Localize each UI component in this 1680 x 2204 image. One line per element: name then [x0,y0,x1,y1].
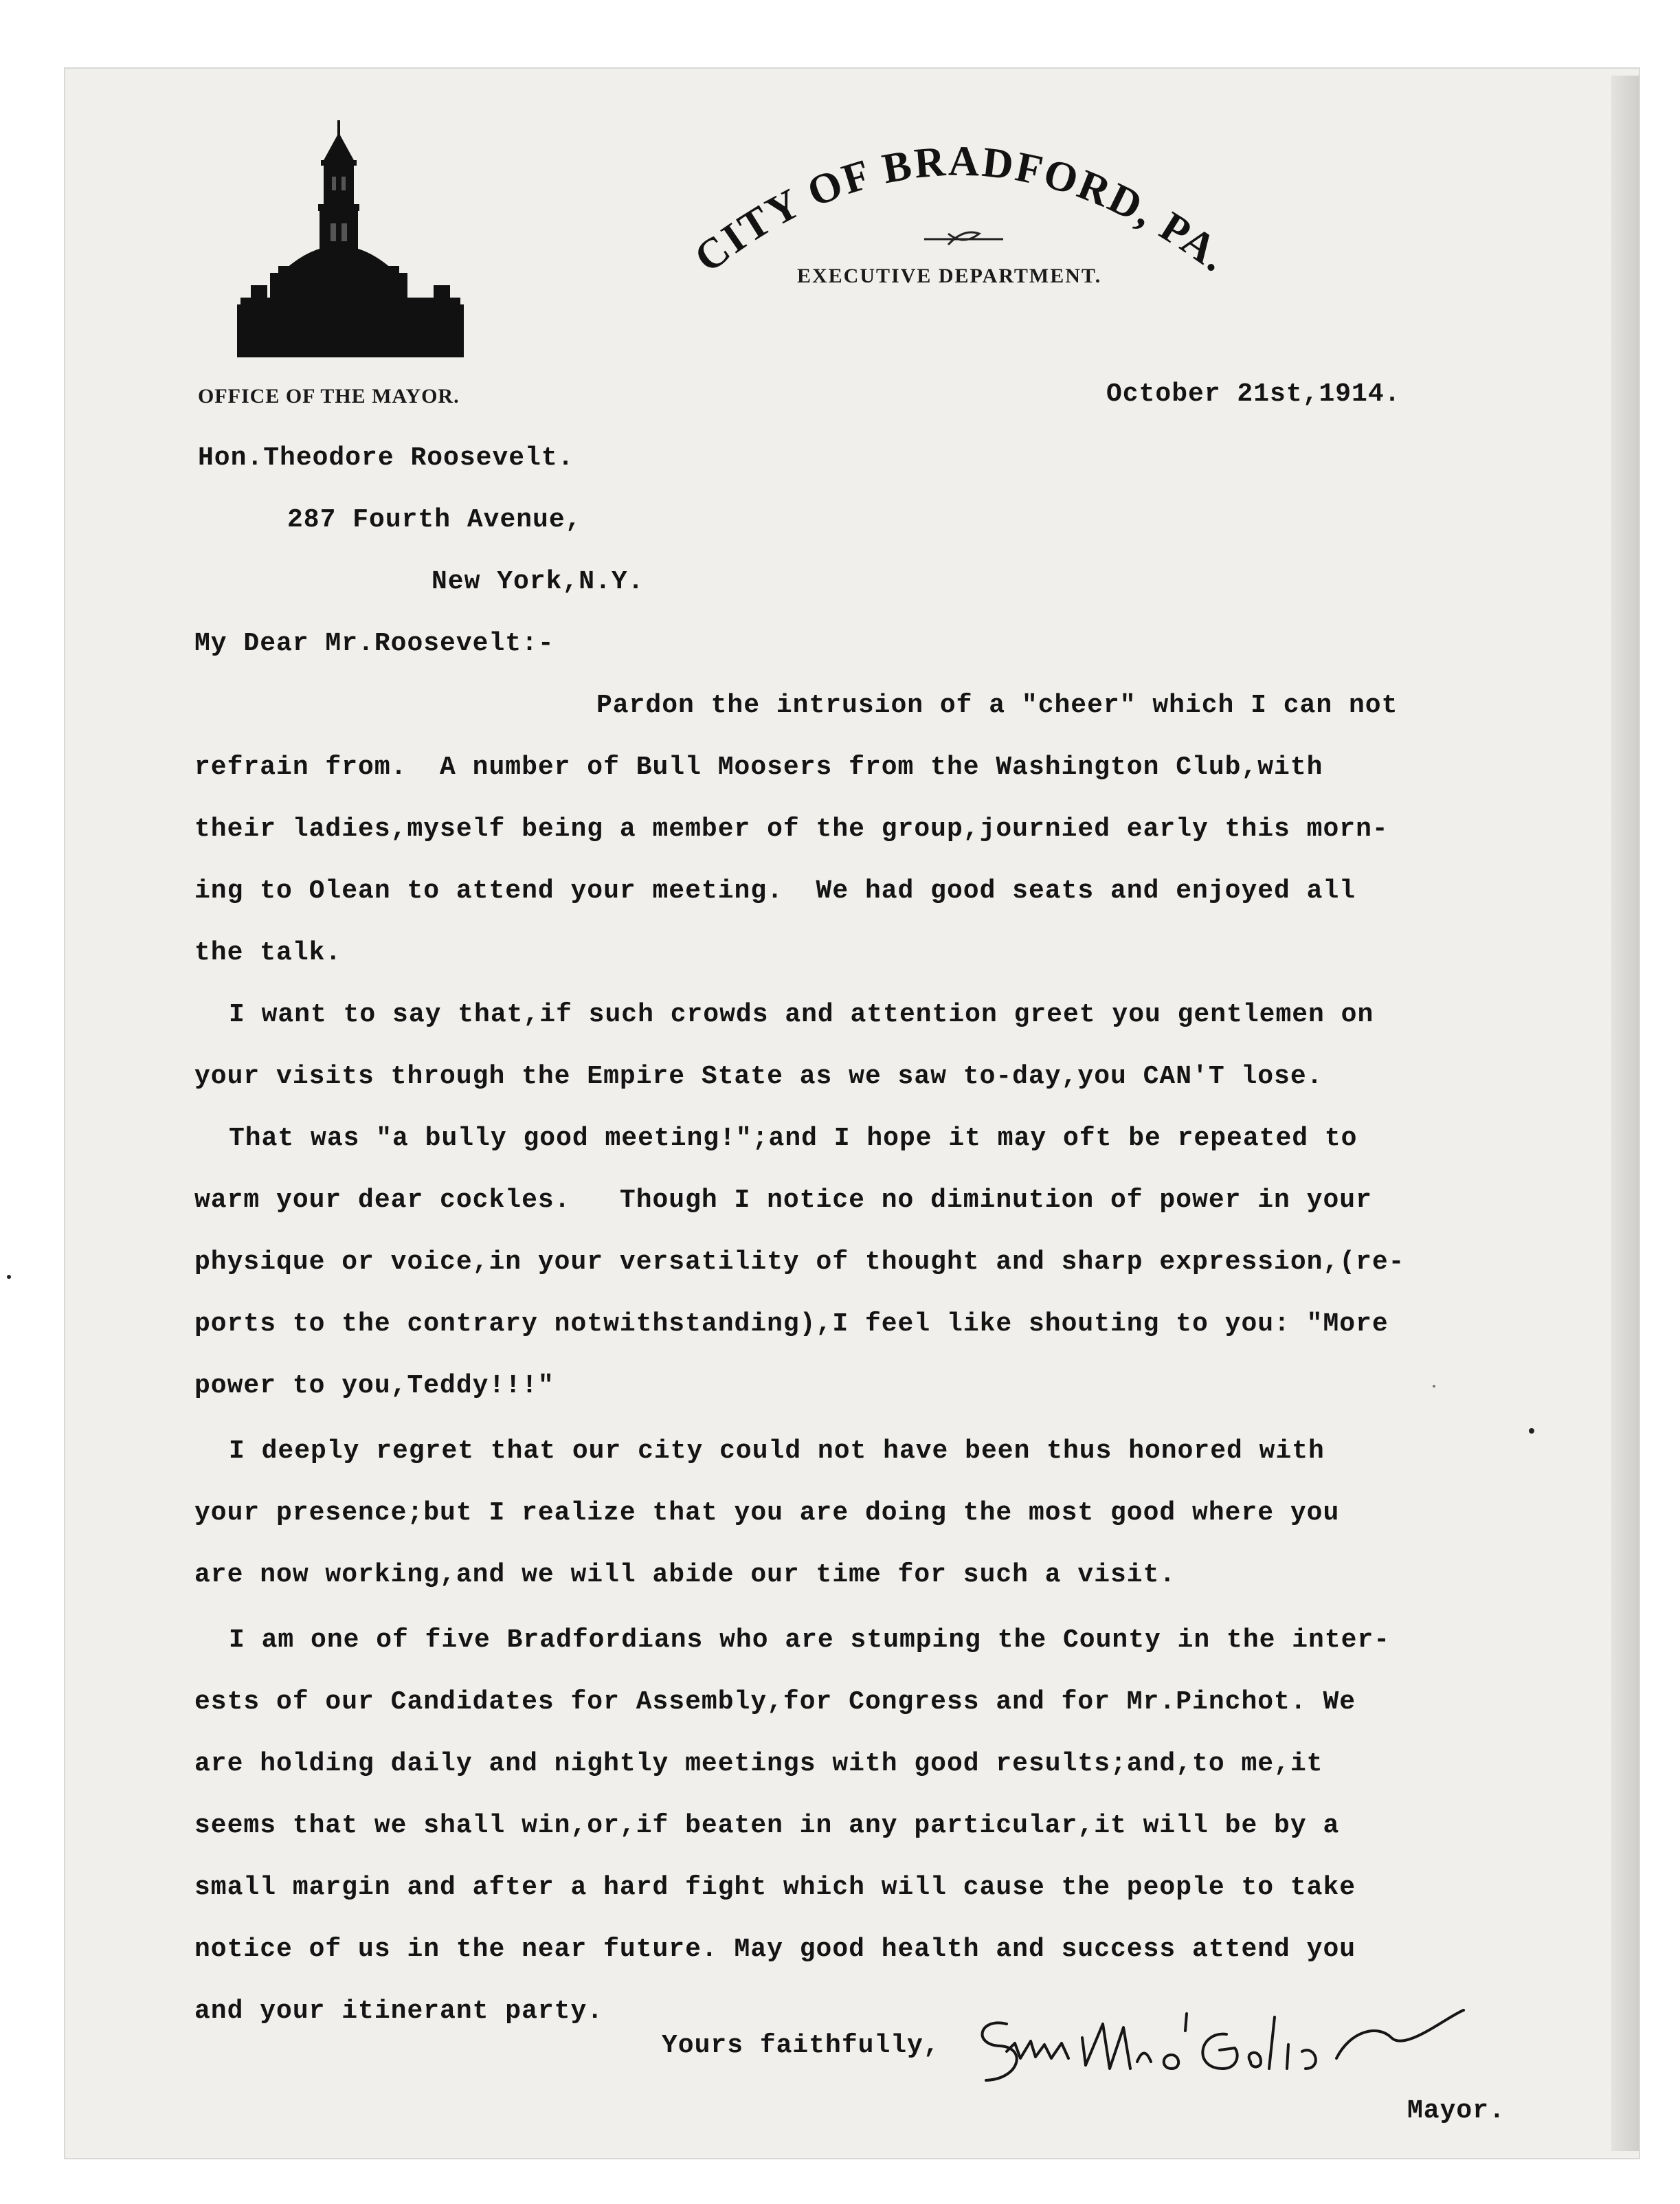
body-line: ports to the contrary notwithstanding),I feel like shouting to you: "More [194,1309,1389,1339]
city-hall-logo-icon [237,120,464,357]
body-line: are now working,and we will abide our time for such a visit. [194,1560,1176,1590]
body-line: ests of our Candidates for Assembly,for Congress and for Mr.Pinchot. We [194,1687,1356,1717]
address-line: 287 Fourth Avenue, [287,505,582,535]
body-line: seems that we shall win,or,if beaten in any particular,it will be by a [194,1811,1340,1840]
sheet-edge [1611,76,1639,2151]
body-line: the talk. [194,938,342,968]
body-line: I deeply regret that our city could not have been thus honored with [229,1436,1325,1466]
body-line: Pardon the intrusion of a "cheer" which I can not [596,691,1398,720]
body-line: notice of us in the near future. May good health and success attend you [194,1935,1356,1964]
address-line: New York,N.Y. [432,567,645,597]
body-line: warm your dear cockles. Though I notice no diminution of power in your [194,1186,1372,1215]
svg-text:CITY OF BRADFORD, PA.: CITY OF BRADFORD, PA. [686,137,1237,282]
body-line: power to you,Teddy!!!" [194,1371,555,1401]
body-line: and your itinerant party. [194,1996,604,2026]
signer-title: Mayor. [1407,2096,1505,2126]
letter-sheet [65,69,1639,2158]
body-line: refrain from. A number of Bull Moosers from the Washington Club,with [194,753,1323,782]
body-line: That was "a bully good meeting!";and I hope it may oft be repeated to [229,1124,1358,1153]
body-line: I want to say that,if such crowds and attention greet you gentlemen on [229,1000,1374,1029]
body-line: ing to Olean to attend your meeting. We had good seats and enjoyed all [194,876,1356,906]
body-line: I am one of five Bradfordians who are stumping the County in the inter- [229,1625,1391,1655]
letter-date: October 21st,1914. [1106,379,1401,409]
body-line: are holding daily and nightly meetings with good results;and,to me,it [194,1749,1323,1779]
body-line: physique or voice,in your versatility of thought and sharp expression,(re- [194,1247,1405,1277]
scan-speck [7,1275,11,1279]
letterhead-office: OFFICE OF THE MAYOR. [198,385,460,408]
body-line: your visits through the Empire State as we saw to-day,you CAN'T lose. [194,1062,1323,1091]
salutation: My Dear Mr.Roosevelt:- [194,629,555,658]
letterhead-ornament [924,232,1003,245]
letterhead-department: EXECUTIVE DEPARTMENT. [797,265,1102,287]
scan-speck [1433,1385,1435,1388]
scan-speck [1529,1428,1534,1434]
body-line: your presence;but I realize that you are doing the most good where you [194,1498,1340,1528]
address-line: Hon.Theodore Roosevelt. [198,443,574,473]
handwritten-signature [965,2003,1474,2089]
body-line: small margin and after a hard fight which will cause the people to take [194,1873,1356,1902]
body-line: their ladies,myself being a member of the group,journied early this morn- [194,814,1389,844]
closing: Yours faithfully, [662,2031,940,2060]
